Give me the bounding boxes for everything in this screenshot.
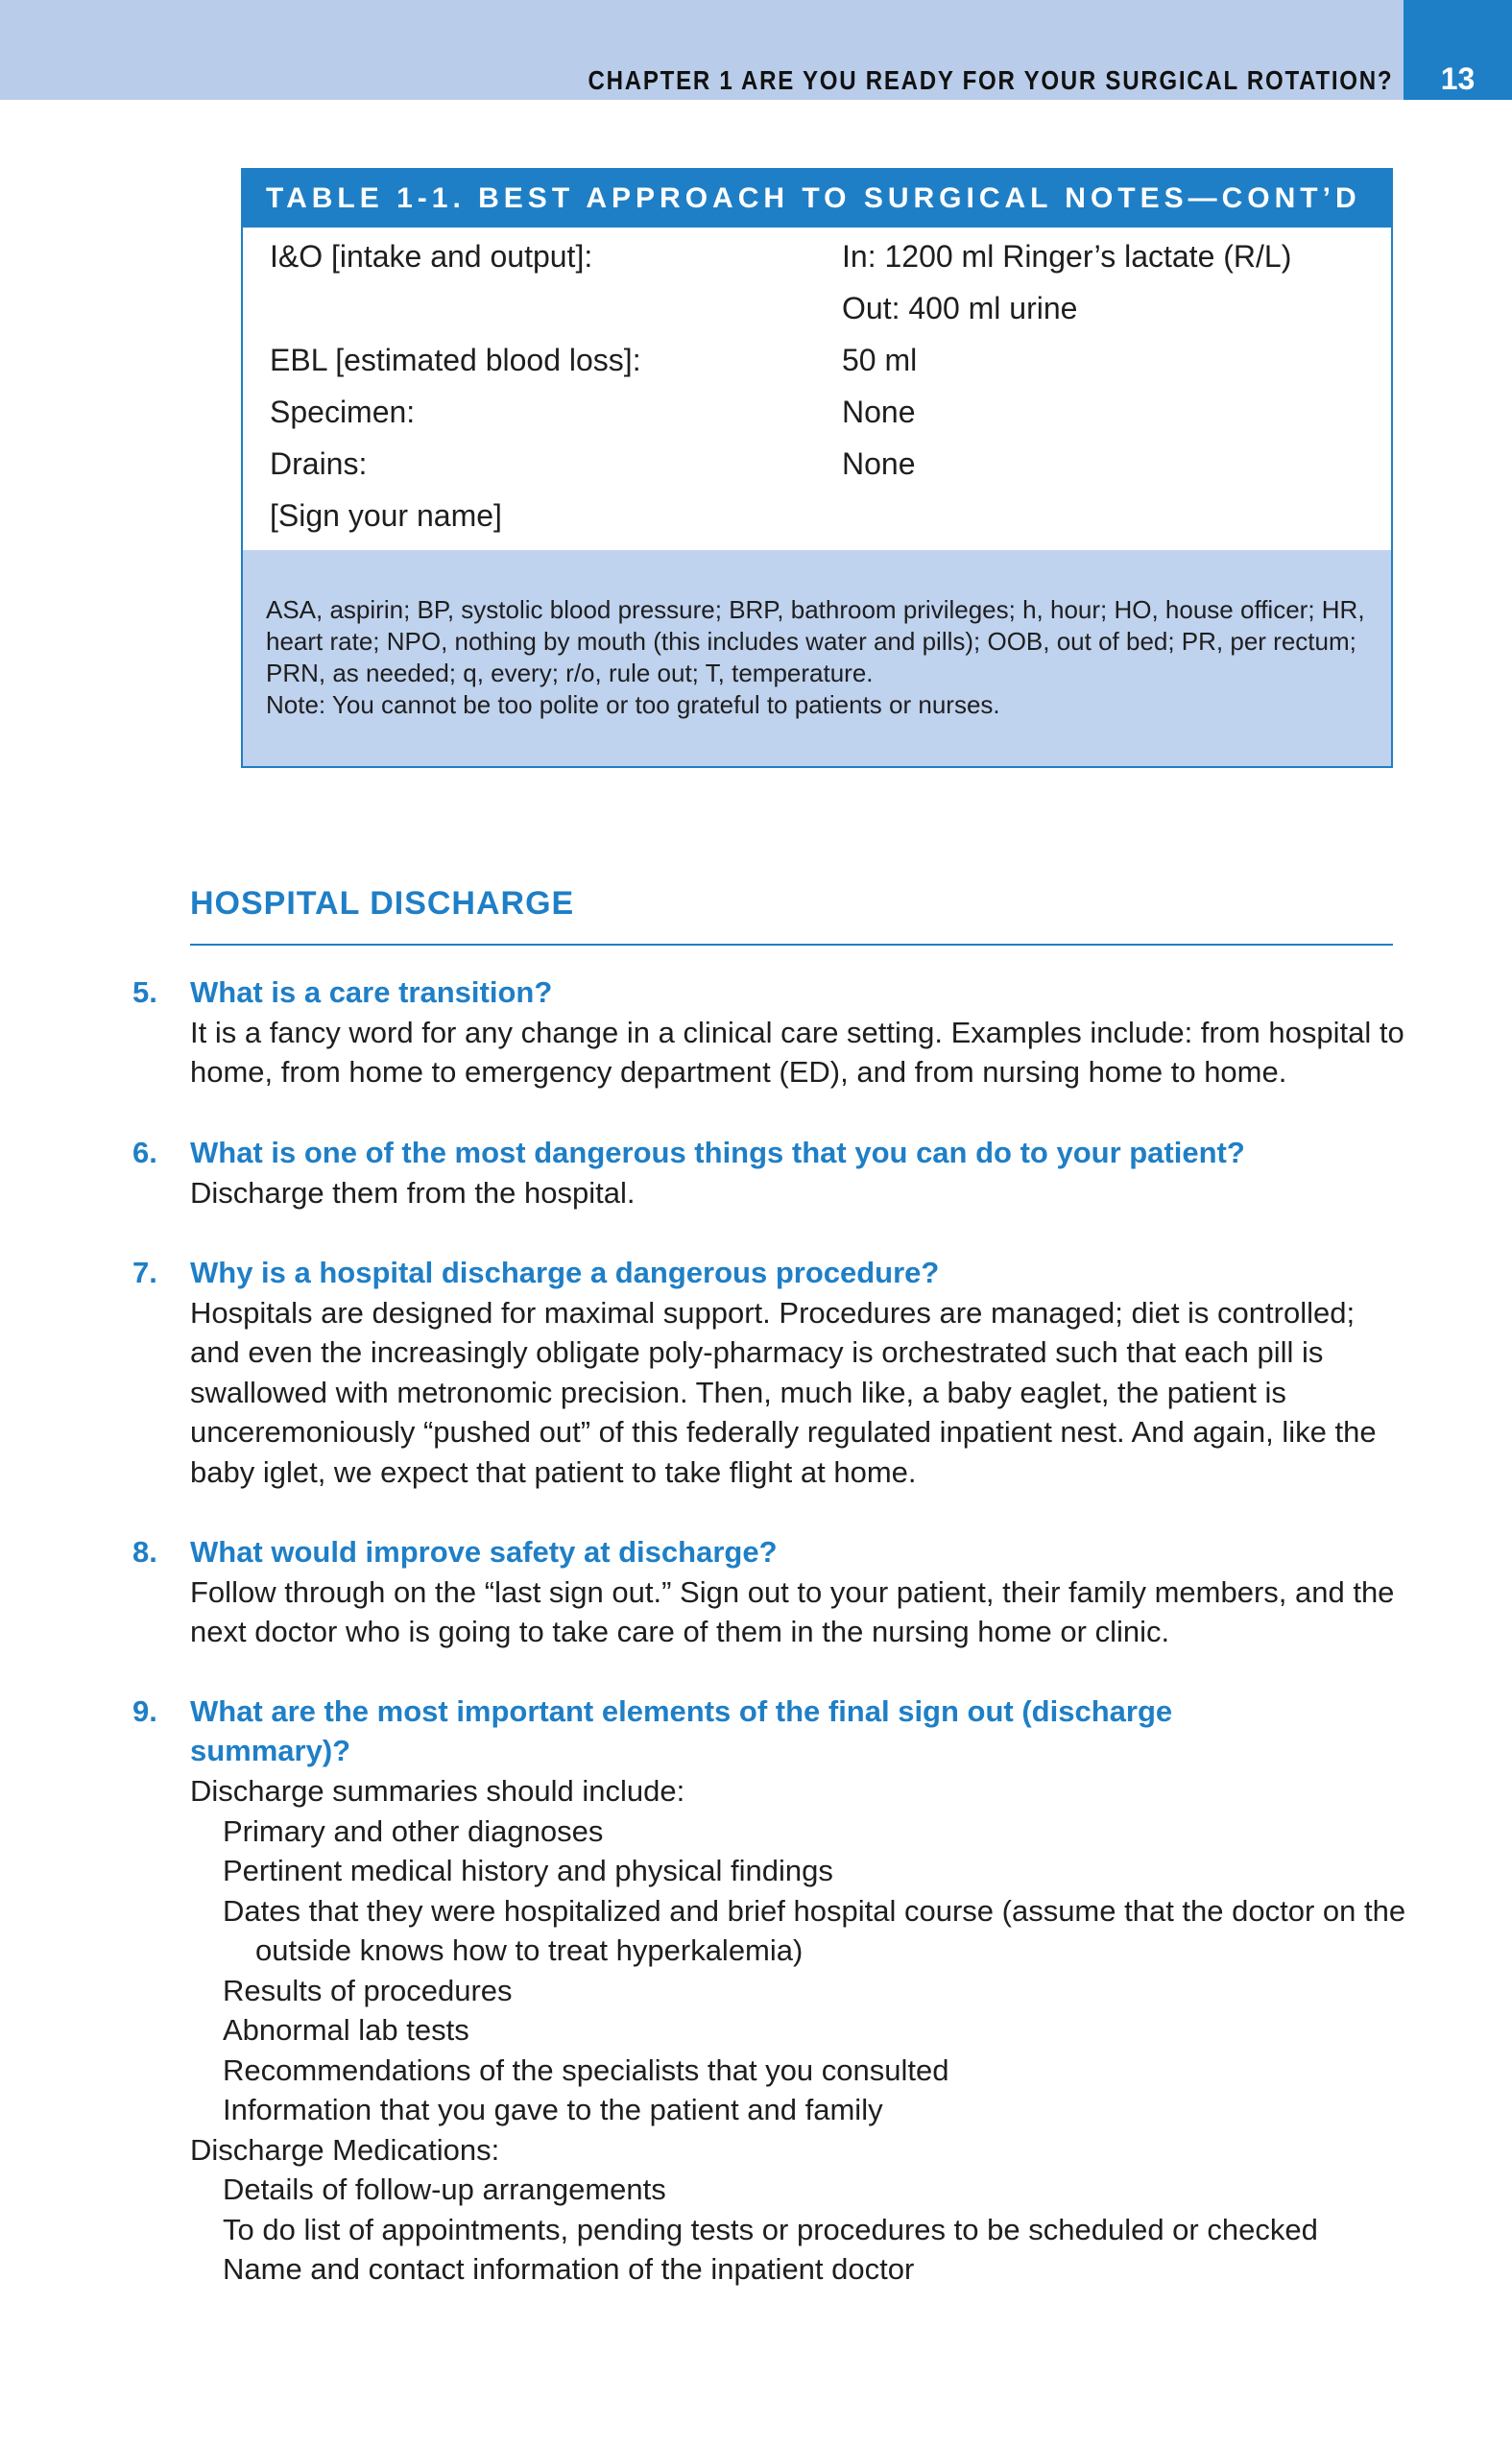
- question-text: What is a care transition?: [190, 975, 553, 1009]
- question-text: Why is a hospital discharge a dangerous procedure?: [190, 1256, 940, 1289]
- answer-line: and even the increasingly obligate poly-pharmacy is orchestrated such that each pill is: [190, 1335, 1324, 1369]
- list-item: Recommendations of the specialists that you consulted: [223, 2053, 949, 2087]
- footnote-line: ASA, aspirin; BP, systolic blood pressure; BRP, bathroom privileges; h, hour; HO, house officer; HR,: [266, 595, 1365, 624]
- table-row-value: In: 1200 ml Ringer’s lactate (R/L): [842, 239, 1292, 274]
- list-item: Information that you gave to the patient and family: [223, 2093, 883, 2126]
- list-item: Primary and other diagnoses: [223, 1814, 604, 1848]
- table-row-label: Drains:: [270, 446, 368, 481]
- table-row-value: 50 ml: [842, 343, 918, 377]
- question-number: 6.: [132, 1136, 157, 1169]
- question-text: summary)?: [190, 1734, 351, 1767]
- table-row-value: None: [842, 446, 916, 481]
- question-text: What are the most important elements of the final sign out (discharge: [190, 1694, 1173, 1728]
- page-number: 13: [1440, 61, 1476, 96]
- table-row-label: [Sign your name]: [270, 498, 502, 533]
- footnote-line: heart rate; NPO, nothing by mouth (this includes water and pills); OOB, out of bed; PR, per rectum;: [266, 627, 1356, 656]
- section-divider: [190, 944, 1393, 946]
- question-number: 5.: [132, 975, 157, 1009]
- list-item: Dates that they were hospitalized and brief hospital course (assume that the doctor on the: [223, 1894, 1406, 1928]
- list-item: Abnormal lab tests: [223, 2013, 469, 2047]
- footnote-note: Note: You cannot be too polite or too grateful to patients or nurses.: [266, 690, 1000, 719]
- question-text: What is one of the most dangerous things that you can do to your patient?: [190, 1136, 1245, 1169]
- question-number: 9.: [132, 1694, 157, 1728]
- table-footnote: [243, 550, 1391, 766]
- question-text: What would improve safety at discharge?: [190, 1535, 778, 1569]
- section-heading: HOSPITAL DISCHARGE: [190, 885, 575, 922]
- list-item: Name and contact information of the inpatient doctor: [223, 2252, 915, 2286]
- running-head: CHAPTER 1 ARE YOU READY FOR YOUR SURGICAL ROTATION?: [588, 65, 1393, 95]
- list-item: Pertinent medical history and physical findings: [223, 1854, 833, 1887]
- answer-line: Discharge Medications:: [190, 2133, 500, 2167]
- list-item: Details of follow-up arrangements: [223, 2172, 666, 2206]
- answer-line: Hospitals are designed for maximal support. Procedures are managed; diet is controlled;: [190, 1296, 1356, 1330]
- answer-line: Follow through on the “last sign out.” Sign out to your patient, their family members, and the: [190, 1575, 1395, 1609]
- list-item-continuation: outside knows how to treat hyperkalemia): [255, 1933, 804, 1967]
- table-title: TABLE 1-1. BEST APPROACH TO SURGICAL NOTES—CONT’D: [243, 170, 1391, 228]
- list-item: To do list of appointments, pending tests or procedures to be scheduled or checked: [223, 2213, 1318, 2246]
- table-row-label: Specimen:: [270, 395, 416, 429]
- answer-line: It is a fancy word for any change in a clinical care setting. Examples include: from hospital to: [190, 1016, 1404, 1049]
- answer-line: next doctor who is going to take care of them in the nursing home or clinic.: [190, 1615, 1170, 1648]
- table-body: [243, 228, 1391, 550]
- table-row-value: None: [842, 395, 916, 429]
- answer-line: Discharge them from the hospital.: [190, 1176, 636, 1210]
- answer-line: swallowed with metronomic precision. Then, much like, a baby eaglet, the patient is: [190, 1376, 1286, 1409]
- answer-line: Discharge summaries should include:: [190, 1774, 685, 1808]
- answer-line: unceremoniously “pushed out” of this federally regulated inpatient nest. And again, like the: [190, 1415, 1377, 1449]
- answer-line: home, from home to emergency department (ED), and from nursing home to home.: [190, 1055, 1287, 1089]
- table-row-label: I&O [intake and output]:: [270, 239, 593, 274]
- table-row-value: Out: 400 ml urine: [842, 291, 1078, 325]
- table-1-1: [241, 168, 1393, 768]
- footnote-line: PRN, as needed; q, every; r/o, rule out; T, temperature.: [266, 659, 874, 687]
- table-row-label: EBL [estimated blood loss]:: [270, 343, 641, 377]
- list-item: Results of procedures: [223, 1974, 513, 2007]
- question-number: 8.: [132, 1535, 157, 1569]
- question-number: 7.: [132, 1256, 157, 1289]
- answer-line: baby iglet, we expect that patient to take flight at home.: [190, 1455, 917, 1489]
